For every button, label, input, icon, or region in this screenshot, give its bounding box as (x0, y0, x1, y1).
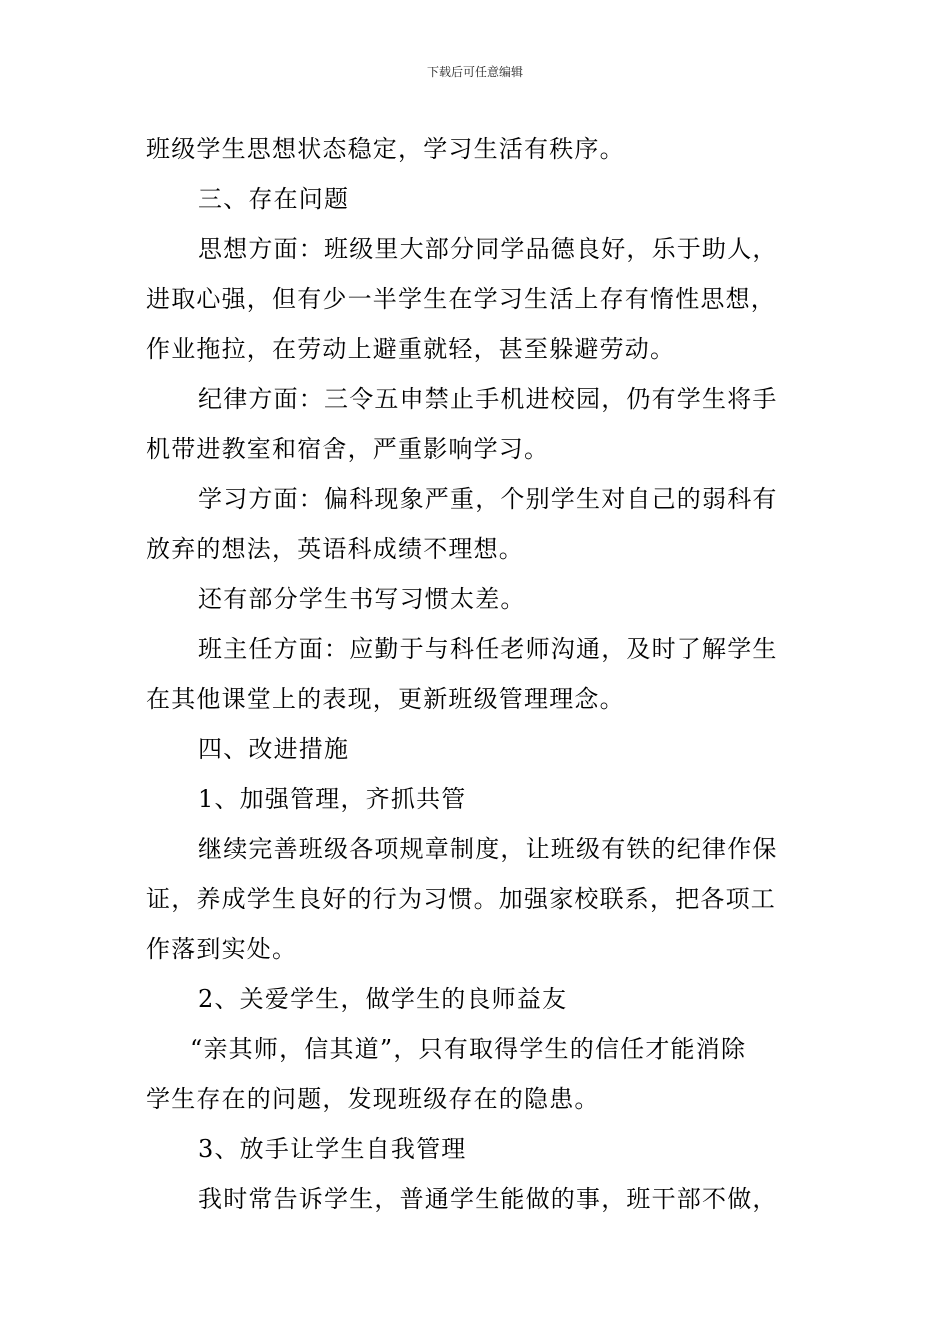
subheading-line: 3、放手让学生自我管理 (198, 1135, 467, 1163)
document-body (146, 124, 810, 1224)
text-line: 班级学生思想状态稳定，学习生活有秩序。 (146, 135, 625, 163)
subheading-line: 2、关爱学生，做学生的良师益友 (198, 985, 568, 1013)
section-heading-improvements: 四、改进措施 (198, 735, 350, 763)
subheading-line: 1、加强管理，齐抓共管 (198, 785, 467, 813)
paragraph-line: 学习方面：偏科现象严重，个别学生对自己的弱科有 (198, 485, 778, 513)
paragraph-line: 纪律方面：三令五申禁止手机进校园，仍有学生将手 (198, 385, 778, 413)
paragraph-line: 班主任方面：应勤于与科任老师沟通，及时了解学生 (198, 635, 778, 663)
paragraph-line: 放弃的想法，英语科成绩不理想。 (146, 535, 524, 563)
paragraph-line: 继续完善班级各项规章制度，让班级有铁的纪律作保 (198, 835, 778, 863)
page-header: 下载后可任意编辑 (426, 65, 523, 79)
paragraph-line: 进取心强，但有少一半学生在学习生活上存有惰性思想， (146, 285, 776, 313)
paragraph-line: 学生存在的问题，发现班级存在的隐患。 (146, 1085, 600, 1113)
paragraph-line: “亲其师，信其道”，只有取得学生的信任才能消除 (190, 1035, 747, 1063)
paragraph-line: 作业拖拉，在劳动上避重就轻，甚至躲避劳动。 (146, 335, 676, 363)
paragraph-line: 还有部分学生书写习惯太差。 (198, 585, 526, 613)
section-heading-problems: 三、存在问题 (198, 185, 350, 213)
paragraph-line: 思想方面：班级里大部分同学品德良好，乐于助人， (198, 235, 778, 263)
paragraph-line: 作落到实处。 (146, 935, 298, 963)
paragraph-line: 机带进教室和宿舍，严重影响学习。 (146, 435, 550, 463)
paragraph-line: 在其他课堂上的表现，更新班级管理理念。 (146, 685, 625, 713)
paragraph-line: 我时常告诉学生，普通学生能做的事，班干部不做， (198, 1185, 778, 1213)
paragraph-line: 证，养成学生良好的行为习惯。加强家校联系，把各项工 (146, 885, 776, 913)
